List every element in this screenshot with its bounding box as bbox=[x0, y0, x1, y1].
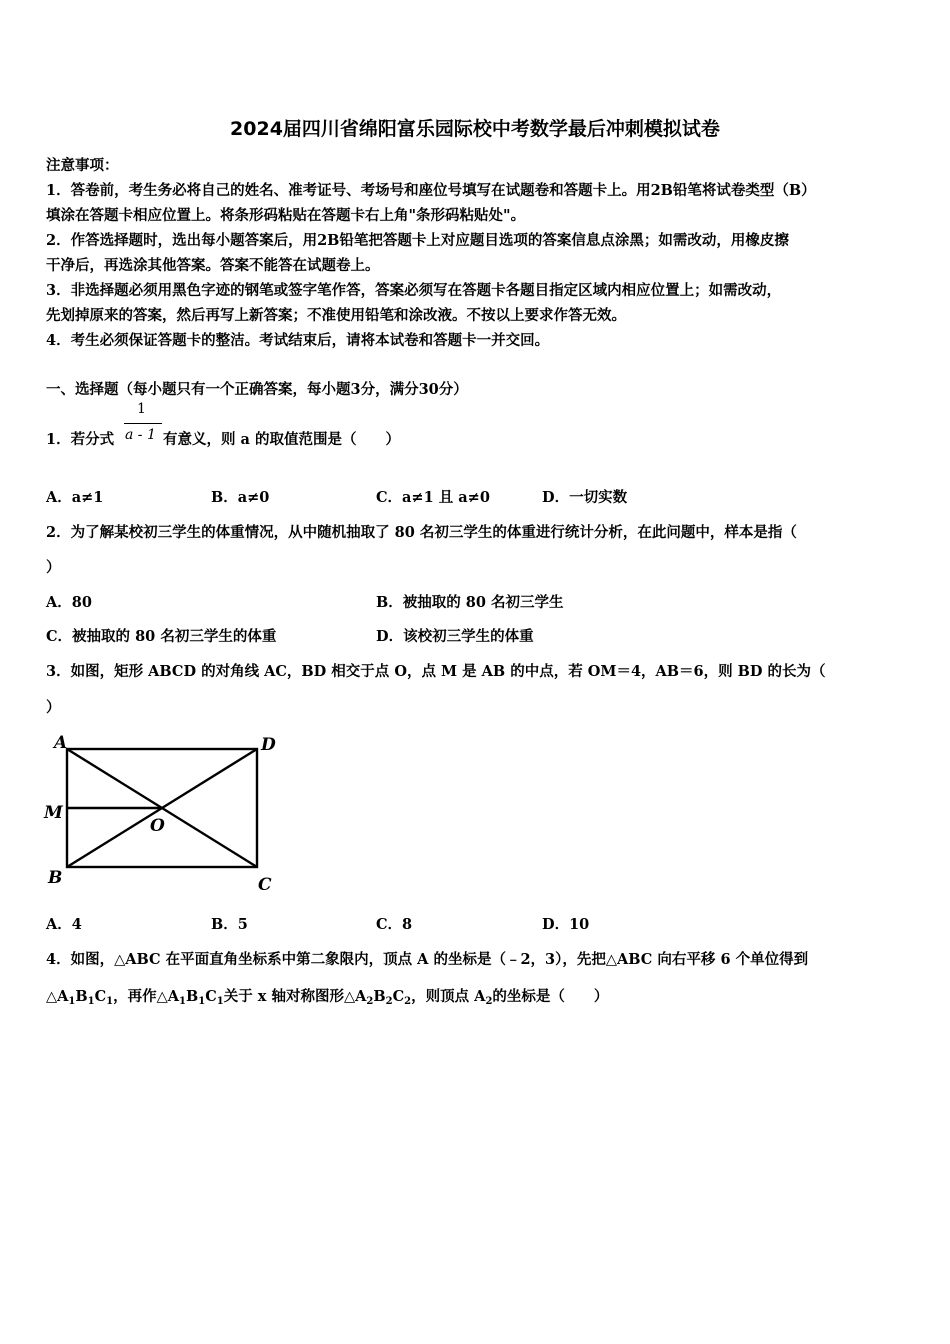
q1-fraction-numerator: 1 bbox=[137, 401, 146, 417]
q1-suffix: 有意义，则 a 的取值范围是（ ） bbox=[163, 431, 400, 448]
q2-option-d: D．该校初三学生的体重 bbox=[376, 628, 534, 645]
q1-option-a: A．a≠1 bbox=[46, 489, 104, 506]
notice-line-4: 干净后，再选涂其他答案。答案不能答在试题卷上。 bbox=[46, 257, 380, 274]
q1-prefix: 1．若分式 bbox=[46, 431, 115, 448]
q1-option-c: C．a≠1 且 a≠0 bbox=[376, 489, 490, 506]
q1-option-b: B．a≠0 bbox=[211, 489, 270, 506]
q4-stem-line-2: $\triangle A_1B_1C_1$，再作$\triangle A_1B_1C_1$关于 x 轴对称图形$\triangle A_2B_2C_2$，则顶点 $A_2$的坐标是（ ） bbox=[46, 988, 609, 1007]
q2-option-a: A．80 bbox=[46, 594, 92, 611]
notice-line-7: 4．考生必须保证答题卡的整洁。考试结束后，请将本试卷和答题卡一并交回。 bbox=[46, 332, 550, 349]
q2-option-c: C．被抽取的 80 名初三学生的体重 bbox=[46, 628, 277, 645]
notice-line-2: 填涂在答题卡相应位置上。将条形码粘贴在答题卡右上角"条形码粘贴处"。 bbox=[46, 207, 526, 224]
q1-fraction-bar bbox=[124, 423, 162, 424]
q3-stem: 3．如图，矩形 ABCD 的对角线 AC，BD 相交于点 O，点 M 是 AB 的中点，若 OM＝4，AB＝6，则 BD 的长为（ bbox=[46, 663, 826, 680]
q3-option-b: B．5 bbox=[211, 916, 248, 933]
label-c: C bbox=[258, 875, 272, 895]
label-o: O bbox=[150, 816, 165, 836]
notice-line-5: 3．非选择题必须用黑色字迹的钢笔或签字笔作答，答案必须写在答题卡各题目指定区域内相应位置上；如需改动， bbox=[46, 282, 782, 299]
rectangle-figure bbox=[40, 728, 290, 898]
page-title: 2024届四川省绵阳富乐园际校中考数学最后冲刺模拟试卷 bbox=[230, 118, 720, 140]
label-a: A bbox=[54, 733, 68, 753]
label-b: B bbox=[48, 868, 63, 888]
q3-option-a: A．4 bbox=[46, 916, 82, 933]
q4-stem: 4．如图，△ABC 在平面直角坐标系中第二象限内，顶点 A 的坐标是（﹣2，3），先把△ABC 向右平移 6 个单位得到 bbox=[46, 951, 809, 968]
q2-stem: 2．为了解某校初三学生的体重情况，从中随机抽取了 80 名初三学生的体重进行统计分析，在此问题中，样本是指（ bbox=[46, 524, 797, 541]
label-d: D bbox=[261, 735, 276, 755]
notice-line-6: 先划掉原来的答案，然后再写上新答案；不准使用铅笔和涂改液。不按以上要求作答无效。 bbox=[46, 307, 626, 324]
q3-option-c: C．8 bbox=[376, 916, 413, 933]
q3-stem-end: ） bbox=[46, 699, 61, 716]
q1-fraction-denominator: a - 1 bbox=[125, 427, 156, 443]
q1-option-d: D．一切实数 bbox=[542, 489, 628, 506]
label-m: M bbox=[44, 803, 63, 823]
section-heading: 一、选择题（每小题只有一个正确答案，每小题3分，满分30分） bbox=[46, 381, 468, 398]
q2-option-b: B．被抽取的 80 名初三学生 bbox=[376, 594, 564, 611]
q3-option-d: D．10 bbox=[542, 916, 590, 933]
notice-heading: 注意事项： bbox=[46, 157, 119, 174]
q2-stem-end: ） bbox=[46, 559, 61, 576]
notice-line-1: 1．答卷前，考生务必将自己的姓名、准考证号、考场号和座位号填写在试题卷和答题卡上。用2B铅笔将试卷类型（B） bbox=[46, 182, 816, 199]
notice-line-3: 2．作答选择题时，选出每小题答案后，用2B铅笔把答题卡上对应题目选项的答案信息点涂黑；如需改动，用橡皮擦 bbox=[46, 232, 789, 249]
